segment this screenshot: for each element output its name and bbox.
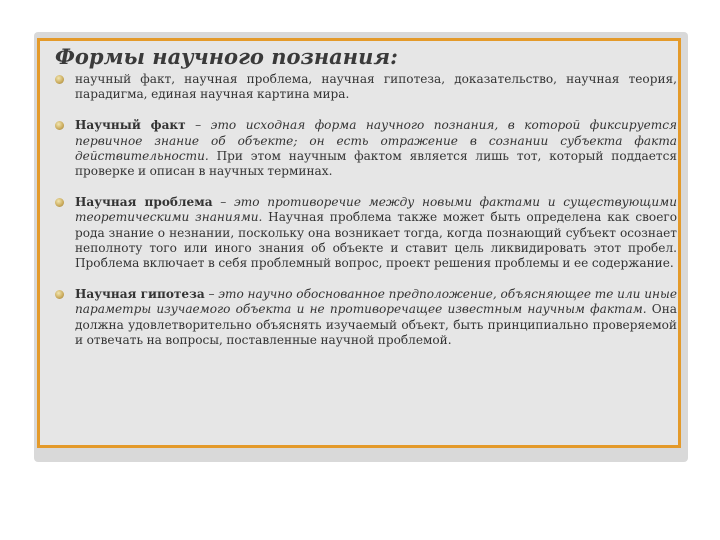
bullet-text: Научная проблема также может быть определена как своего рода знание о незнании, поскольку она возникает тогда, когда познающий субъект осознает неполноту того или иного знания об объекте и ставит цель ликвидировать этот пробел. Проблема включает в себя проблемный вопрос, проект решения проблемы и ее содержание.	[75, 210, 677, 271]
bullet-text: При этом научным фактом является лишь тот, который поддается проверке и описан в научных терминах.	[75, 148, 677, 179]
bullet-item-scientific-problem	[55, 195, 677, 271]
slide-title: Формы научного познания:	[55, 44, 398, 69]
bullet-text: научный факт, научная проблема, научная гипотеза, доказательство, научная теория, парадигма, единая научная картина мира.	[75, 72, 677, 102]
bullet-list	[55, 72, 677, 364]
bullet-dot-icon	[55, 121, 64, 130]
bullet-definition: – это противоречие между новыми фактами и существующими теоретическими знаниями.	[75, 195, 677, 225]
bullet-item-scientific-hypothesis	[55, 287, 677, 348]
bullet-dot-icon	[55, 290, 64, 299]
bullet-text: Она должна удовлетворительно объяснять изучаемый объект, быть принципиально проверяемой и отвечать на вопросы, поставленные научной проблемой.	[75, 302, 677, 347]
bullet-definition: – это исходная форма научного познания, в которой фиксируется первичное знание об объекте; он есть отражение в сознании субъекта факта действительности.	[75, 118, 677, 163]
bullet-term: Научный факт	[75, 118, 186, 133]
bullet-definition: – это научно обоснованное предположение, объясняющее те или иные параметры изучаемого объекта и не противоречащее известным научным фактам.	[75, 287, 677, 317]
bullet-dot-icon	[55, 198, 64, 207]
bullet-term: Научная проблема	[75, 195, 213, 210]
bullet-item-scientific-fact	[55, 118, 677, 179]
bullet-item-forms	[55, 72, 677, 102]
bullet-dot-icon	[55, 75, 64, 84]
bullet-term: Научная гипотеза	[75, 287, 205, 302]
